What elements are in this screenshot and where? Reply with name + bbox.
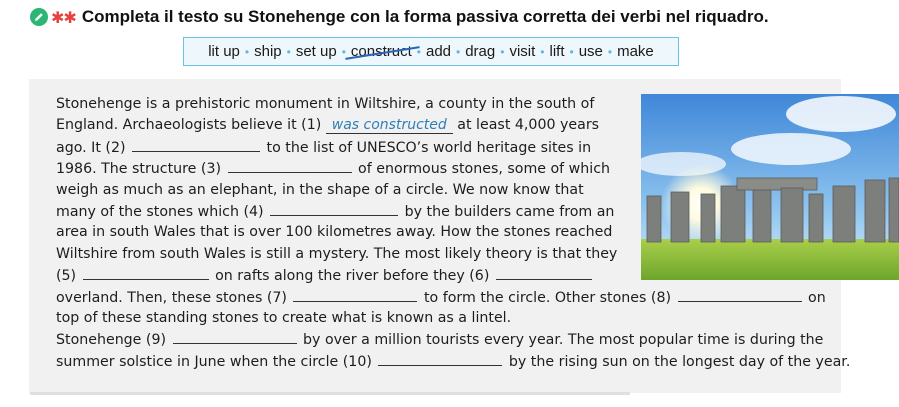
separator-dot: • — [500, 44, 505, 59]
passage-line — [56, 137, 826, 158]
exercise-instruction-row — [30, 4, 769, 30]
word-set-up: set up — [295, 43, 337, 60]
divider — [30, 392, 630, 395]
blank-6[interactable] — [496, 265, 592, 280]
passage-line — [56, 244, 826, 265]
passage-line-text: ago. It (2) — [56, 139, 131, 156]
passage-line-text: on — [803, 289, 826, 306]
passage-line-text: England. Archaeologists believe it (1) — [56, 117, 326, 134]
passage-line — [56, 351, 851, 372]
difficulty-stars: ✱✱ — [51, 7, 76, 27]
word-box — [183, 37, 679, 66]
word-use: use — [578, 43, 603, 60]
passage-line-text: by over a million tourists every year. The most popular time is during the — [298, 332, 824, 349]
separator-dot: • — [540, 44, 545, 59]
pencil-icon — [30, 8, 48, 26]
blank-5[interactable] — [83, 265, 209, 280]
blank-8[interactable] — [678, 287, 802, 302]
separator-dot: • — [244, 44, 250, 59]
passage-line — [56, 158, 826, 179]
passage-line-text: Stonehenge is a prehistoric monument in Wiltshire, a county in the south of — [56, 96, 595, 112]
passage-line-text: Stonehenge (9) — [56, 332, 171, 349]
blank-9[interactable] — [173, 329, 297, 344]
passage-line-text: by the rising sun on the longest day of the year. — [504, 353, 851, 370]
passage-line-text: to the list of UNESCO’s world heritage sites in — [262, 139, 592, 156]
passage-line — [56, 115, 826, 136]
passage-line-text: Wiltshire from south Wales is still a mystery. The most likely theory is that they — [56, 245, 618, 262]
word-make: make — [617, 43, 654, 60]
passage-line-text: 1986. The structure (3) — [56, 161, 226, 178]
passage-line-text: overland. Then, these stones (7) — [56, 289, 292, 306]
word-visit: visit — [509, 43, 536, 60]
passage-line-text: (5) — [56, 268, 81, 285]
passage-line-text: summer solstice in June when the circle (10) — [56, 353, 377, 370]
passage-line-text: by the builders came from an — [400, 203, 615, 220]
word-ship: ship — [254, 43, 282, 60]
passage-line-text: to form the circle. Other stones (8) — [419, 289, 676, 306]
passage-line — [56, 308, 826, 329]
passage-line — [56, 329, 826, 350]
answer-1-example: was constructed — [326, 117, 453, 134]
passage-line — [56, 287, 826, 308]
passage-line — [56, 265, 826, 286]
passage-text — [56, 94, 851, 372]
passage-line-text: weigh as much as an elephant, in the shape of a circle. We now know that — [56, 181, 584, 198]
blank-4[interactable] — [270, 201, 398, 216]
passage-line-text: on rafts along the river before they (6) — [210, 268, 494, 285]
passage-line-text: of enormous stones, some of which — [353, 161, 611, 178]
passage-line-text: many of the stones which (4) — [56, 203, 269, 220]
separator-dot: • — [569, 44, 574, 59]
separator-dot: • — [286, 44, 291, 59]
word-lit-up: lit up — [208, 43, 240, 60]
passage-line — [56, 180, 826, 201]
blank-7[interactable] — [293, 287, 417, 302]
blank-2[interactable] — [132, 137, 260, 152]
passage-line — [56, 94, 826, 115]
word-add: add — [425, 43, 452, 60]
word-lift: lift — [549, 43, 565, 60]
separator-dot: • — [416, 44, 421, 59]
passage-line-text: at least 4,000 years — [452, 117, 600, 134]
blank-3[interactable] — [228, 158, 352, 173]
passage-line — [56, 201, 826, 222]
word-drag: drag — [465, 43, 496, 60]
separator-dot: • — [607, 44, 613, 59]
passage-line-text: area in south Wales that is over 100 kilometres away. How the stones reached — [56, 224, 613, 241]
separator-dot: • — [456, 44, 461, 59]
word-construct-crossed-out: construct — [347, 43, 416, 60]
instruction-text: Completa il testo su Stonehenge con la forma passiva corretta dei verbi nel riquadro. — [81, 7, 769, 26]
passage-line — [56, 222, 826, 243]
blank-10[interactable] — [378, 351, 502, 366]
separator-dot: • — [341, 44, 346, 59]
passage-line-text: top of these standing stones to create what is known as a lintel. — [56, 309, 512, 326]
